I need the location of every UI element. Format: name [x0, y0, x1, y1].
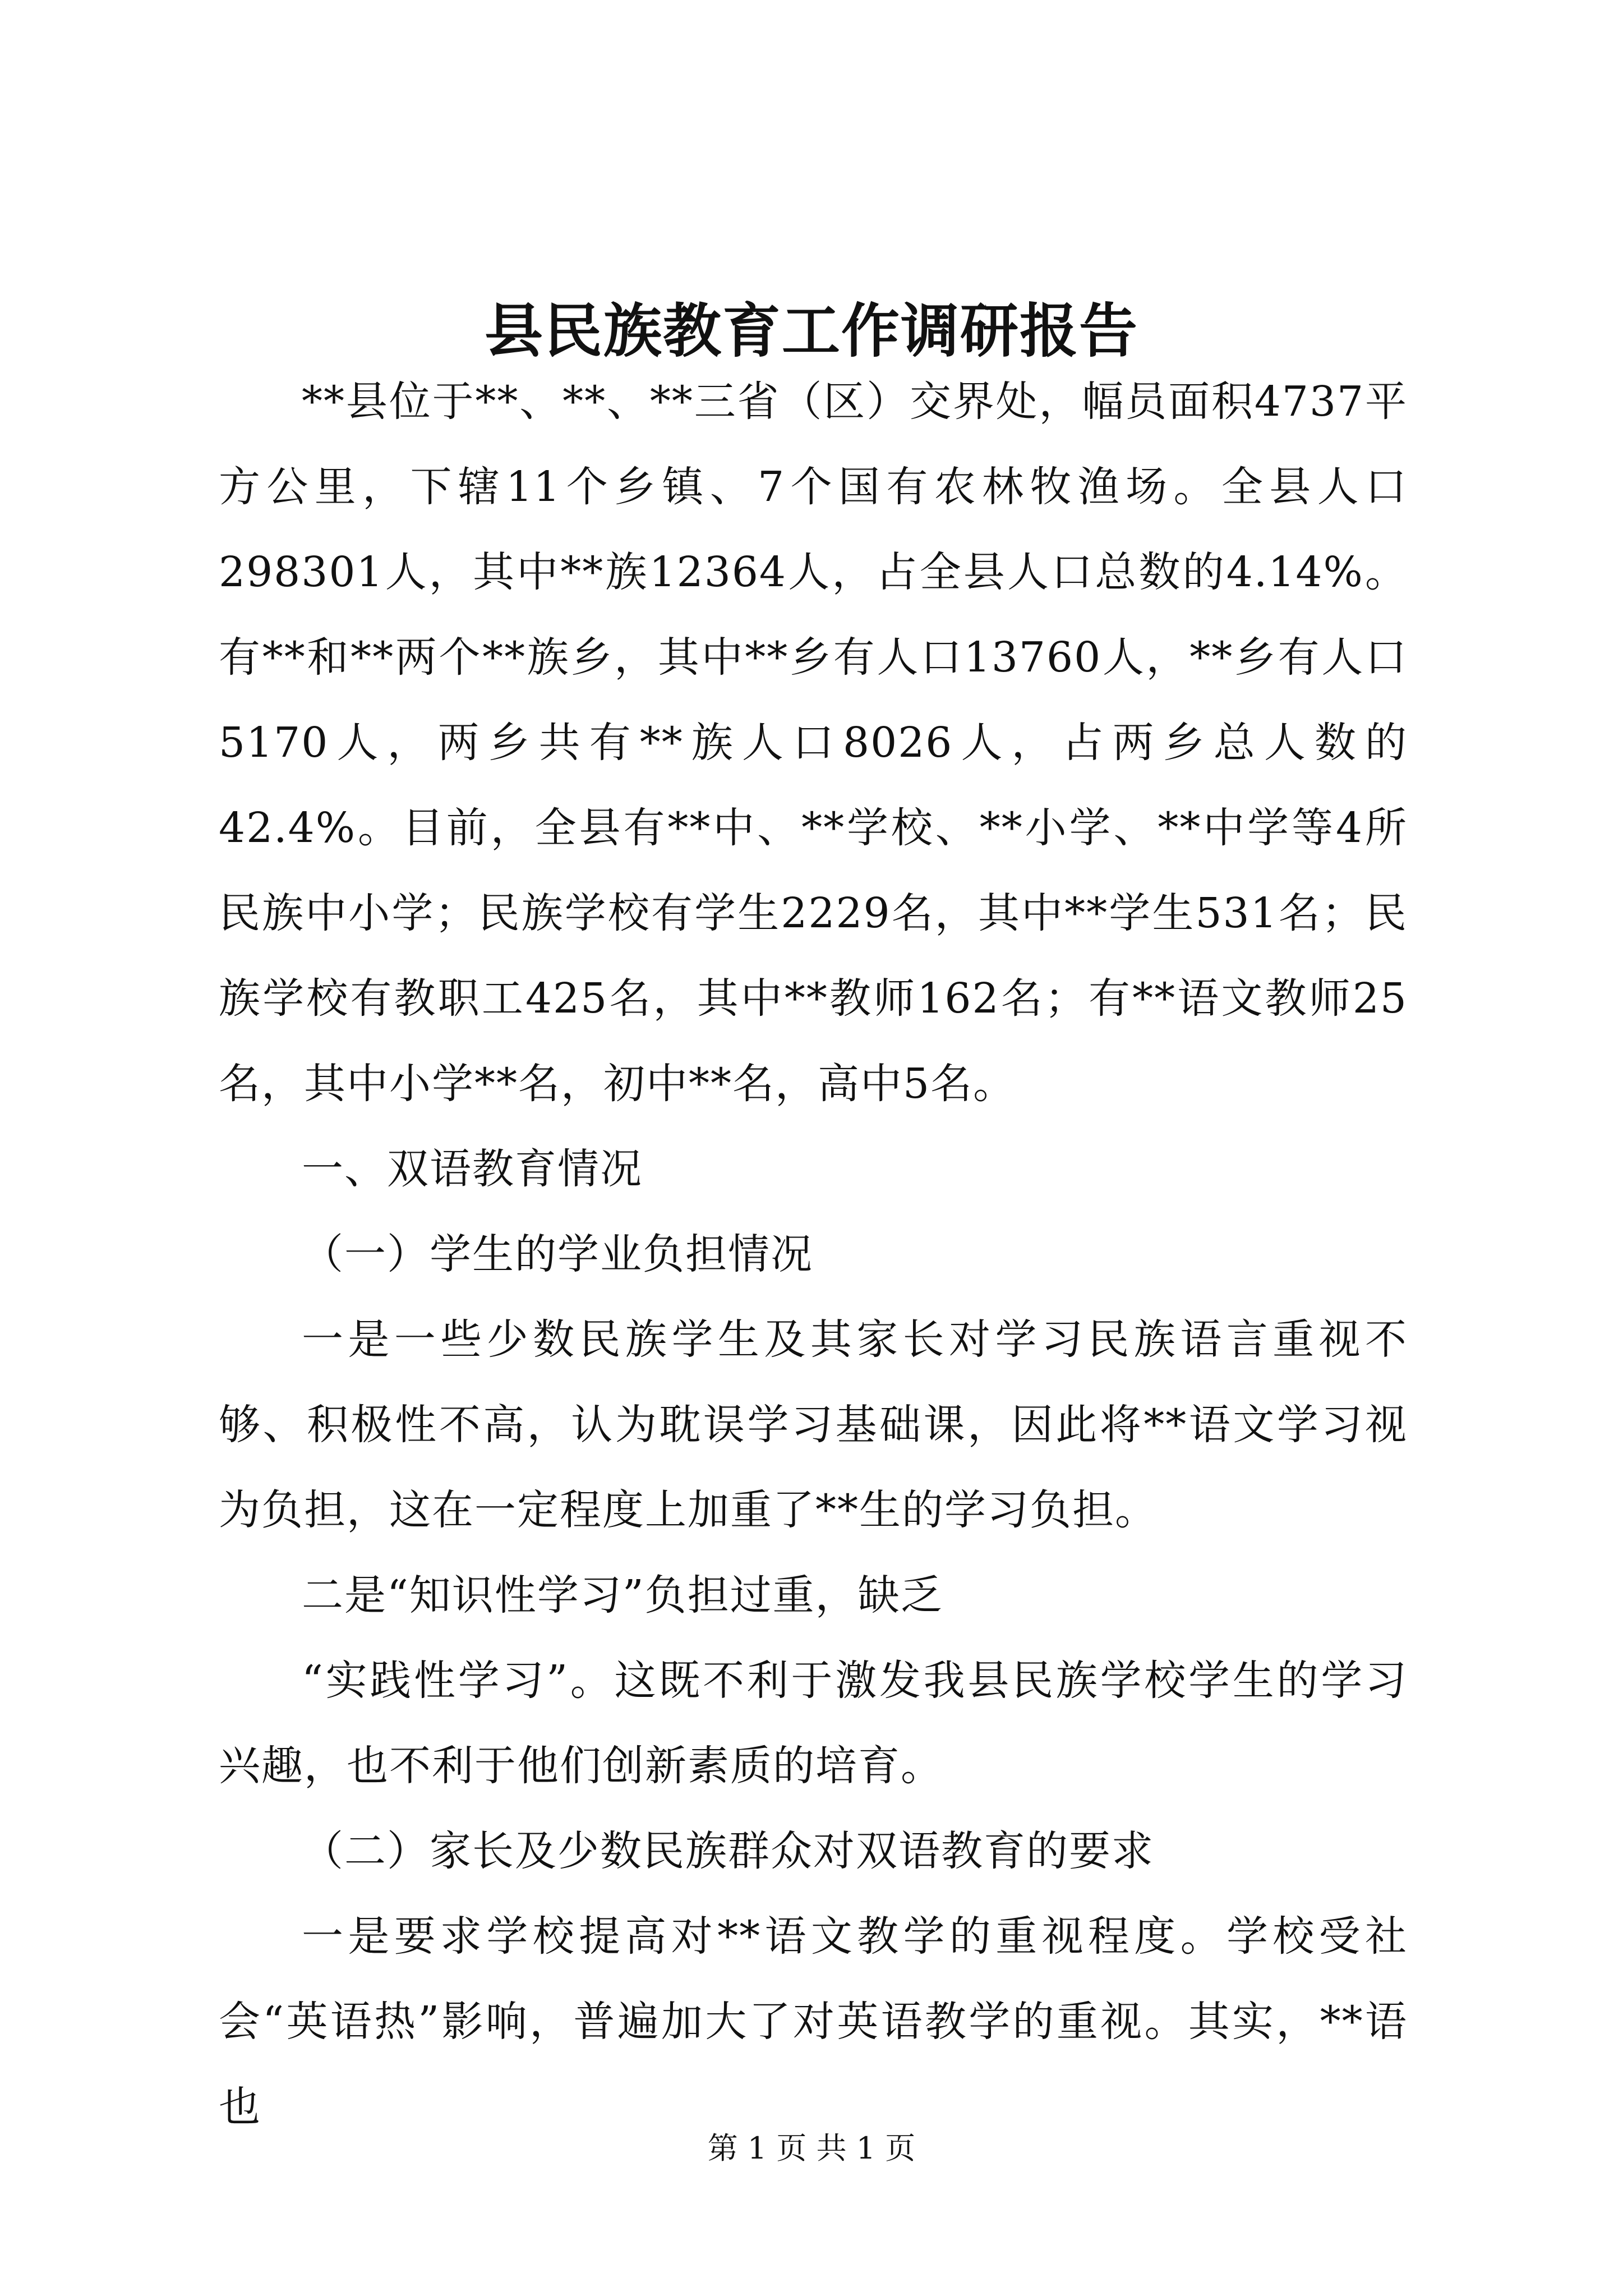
subsection-heading-1: （一）学生的学业负担情况 [302, 1230, 813, 1278]
section-heading-1: 一、双语教育情况 [302, 1145, 643, 1193]
paragraph-point-2a: 二是“知识性学习”负担过重，缺乏 [302, 1571, 943, 1619]
document-body [219, 359, 1408, 2150]
page-number-footer: 第 1 页 共 1 页 [707, 2131, 916, 2166]
intro-paragraph: **县位于**、**、**三省（区）交界处，幅员面积4737平方公里，下辖11个乡镇、7个国有农林牧渔场。全县人口298301人，其中**族12364人，占全县人口总数的4.14%。有**和**两个**族乡，其中**乡有人口13760人，**乡有人口5170人，两乡共有**族人口8026人，占两乡总人数的42.4%。目前，全县有**中、**学校、**小学、**中学等4所民族中小学；民族学校有学生2229名，其中**学生531名；民族学校有教职工425名，其中**教师162名；有**语文教师25名，其中小学**名，初中**名，高中5名。 [219, 378, 1408, 1108]
subsection-heading-2: （二）家长及少数民族群众对双语教育的要求 [302, 1827, 1154, 1875]
paragraph-point-2b: “实践性学习”。这既不利于激发我县民族学校学生的学习兴趣，也不利于他们创新素质的培育。 [219, 1657, 1408, 1790]
paragraph-point-1: 一是一些少数民族学生及其家长对学习民族语言重视不够、积极性不高，认为耽误学习基础课，因此将**语文学习视为负担，这在一定程度上加重了**生的学习负担。 [219, 1315, 1408, 1534]
paragraph-point-3: 一是要求学校提高对**语文教学的重视程度。学校受社会“英语热”影响，普遍加大了对英语教学的重视。其实，**语也 [219, 1912, 1408, 2131]
document-title: 县民族教育工作调研报告 [484, 296, 1138, 365]
